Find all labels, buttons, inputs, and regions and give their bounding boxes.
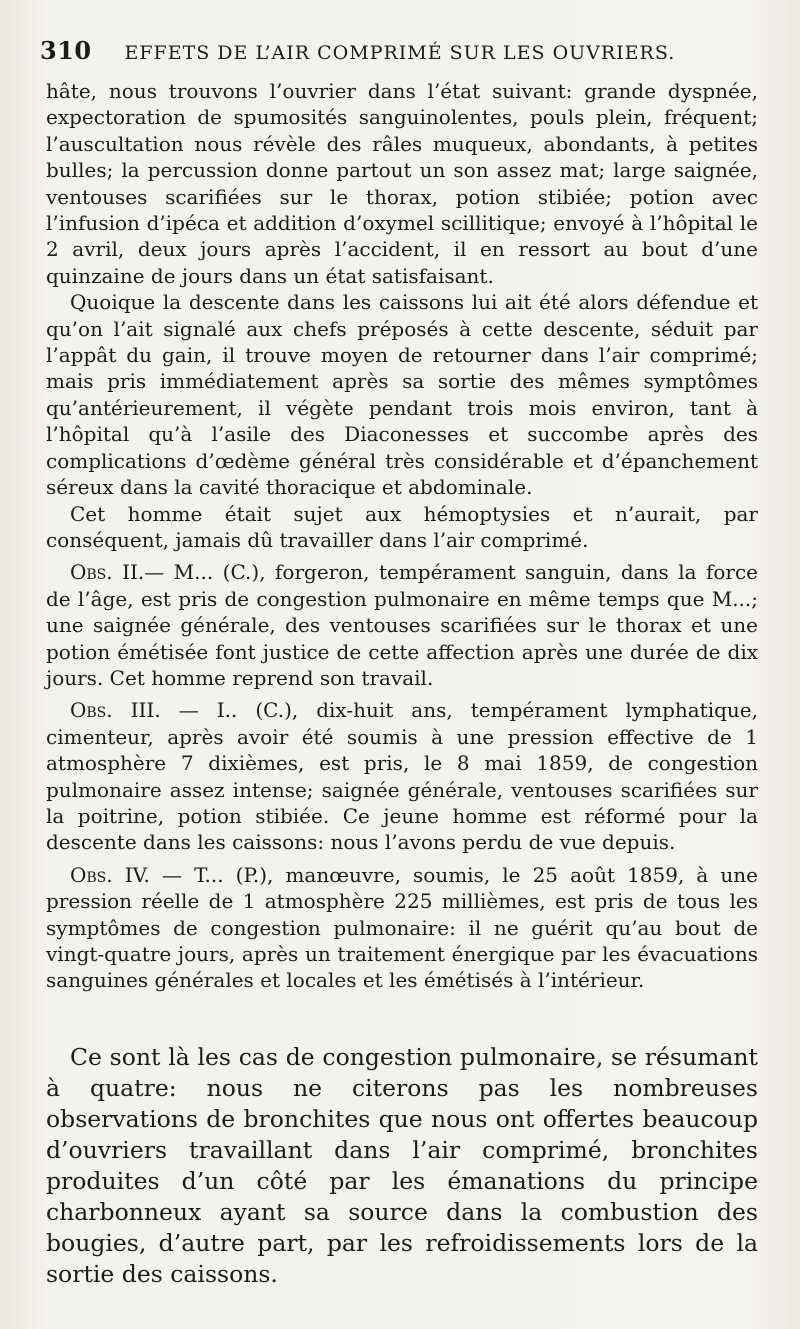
observation-label: Obs. III. <box>70 698 161 723</box>
page-number: 310 <box>40 36 92 65</box>
paragraph-remark: Cet homme était sujet aux hémoptysies et n’aurait, par conséquent, jamais dû travailler dans l’air comprimé. <box>46 501 758 552</box>
observation-text: — T... (P.), manœuvre, soumis, le 25 août 1859, à une pression réelle de 1 atmosphère 225 millièmes, est pris de tous les symptômes de congestion pulmonaire: il ne guérit qu’au bout de vingt-quatre jours, après un traitement énergique par les évacuations sanguines générales et locales et les émétisés à l’intérieur. <box>46 862 759 993</box>
running-header <box>40 36 760 65</box>
observation-text: — M... (C.), forgeron, tempérament sanguin, dans la force de l’âge, est pris de congestion pulmonaire en même temps que M...; une saignée générale, des ventouses scarifiées sur le thorax et une potion émétisée font justice de cette affection après une durée de dix jours. Cet homme reprend son travail. <box>46 560 758 690</box>
observation-3 <box>46 697 758 855</box>
conclusion-paragraph: Ce sont là les cas de congestion pulmonaire, se résumant à quatre: nous ne citerons pas les nombreuses observations de bronchites que nous ont offertes beaucoup d’ouvriers travaillant dans l’air comprimé, bronchites produites d’un côté par les émanations du principe charbonneux ayant sa source dans la combustion des bougies, d’autre part, par les refroidissements lors de la sortie des caissons. <box>46 1043 758 1288</box>
paragraph-relapse: Quoique la descente dans les caissons lui ait été alors défendue et qu’on l’ait signalé aux chefs préposés à cette descente, séduit par l’appât du gain, il trouve moyen de retourner dans l’air comprimé; mais pris immédiatement après sa sortie des mêmes symptômes qu’antérieurement, il végète pendant trois mois environ, tant à l’hôpital qu’à l’asile des Diaconesses et succombe après des complications d’œdème général très considérable et d’épanchement séreux dans la cavité thoracique et abdominale. <box>46 290 758 500</box>
running-title: EFFETS DE L’AIR COMPRIMÉ SUR LES OUVRIERS. <box>124 42 676 64</box>
paragraph-continuation: hâte, nous trouvons l’ouvrier dans l’état suivant: grande dyspnée, expectoration de spumosités sanguinolentes, pouls plein, fréquent; l’auscultation nous révèle des râles muqueux, abondants, à petites bulles; la percussion donne partout un son assez mat; large saignée, ventouses scarifiées sur le thorax, potion stibiée; potion avec l’infusion d’ipéca et addition d’oxymel scillitique; envoyé à l’hôpital le 2 avril, deux jours après l’accident, il en ressort au bout d’une quinzaine de jours dans un état satisfaisant. <box>46 79 758 288</box>
observation-label: Obs. II. <box>70 560 145 585</box>
body-text <box>46 78 758 994</box>
observation-text: — I.. (C.), dix-huit ans, tempérament lymphatique, cimenteur, après avoir été soumis à une pression effective de 1 atmosphère 7 dixièmes, est pris, le 8 mai 1859, de congestion pulmonaire assez intense; saignée générale, ventouses scarifiées sur la poitrine, potion stibiée. Ce jeune homme est réformé pour la descente dans les caissons: nous l’avons perdu de vue depuis. <box>46 698 758 855</box>
observation-4 <box>46 862 758 994</box>
observation-label: Obs. IV. <box>70 862 150 887</box>
observation-2 <box>46 559 758 691</box>
